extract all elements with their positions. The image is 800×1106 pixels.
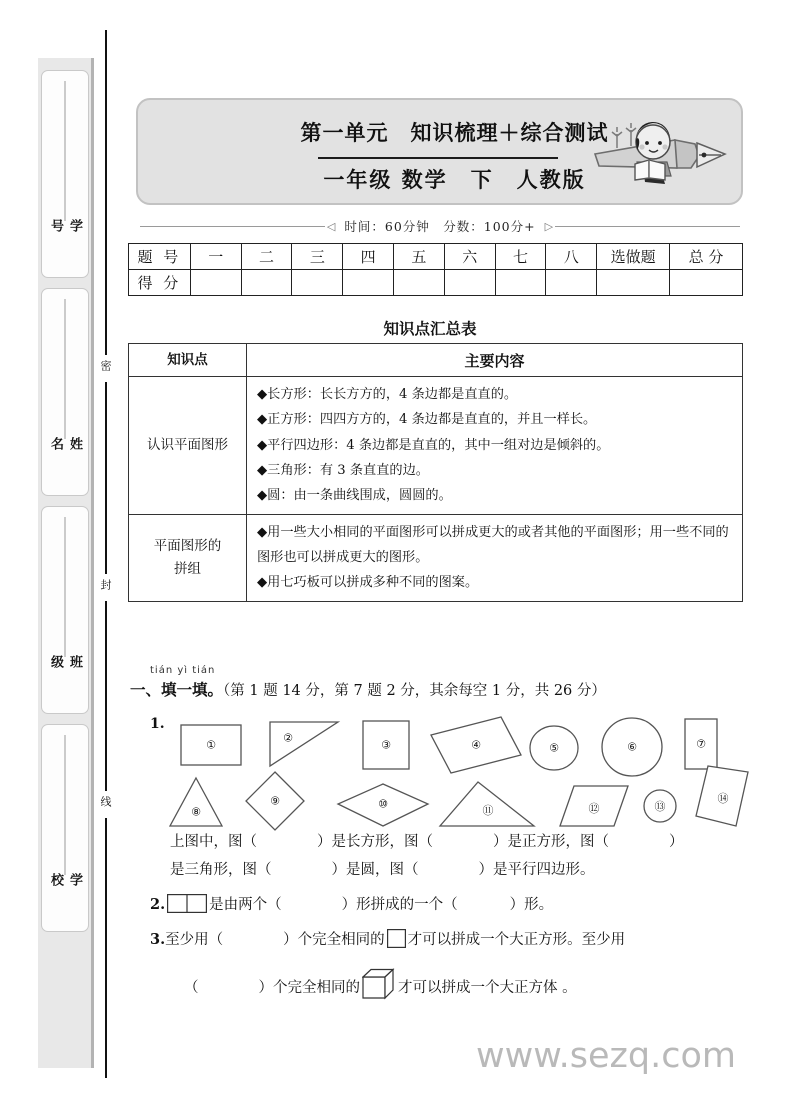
score-col-header-total: 总 分 [670,244,743,270]
q1-text-c: ）是正方形，图（ [493,834,609,850]
title-divider [318,157,558,159]
sidebar-field-label: 学 号 [48,219,82,237]
score-cell[interactable] [546,270,597,296]
score-table [128,243,743,296]
knowledge-row-key-line1: 平面图形的 [153,537,222,554]
shape-label-11: ⑪ [482,804,494,817]
question-2 [150,893,553,917]
exam-meta-line [140,216,740,236]
score-cell[interactable] [495,270,546,296]
header-banner [136,98,743,205]
arrow-left-icon: ◁ [326,220,336,233]
shape-label-9: ⑨ [270,794,280,808]
knowledge-row-key-line2: 拼组 [174,560,201,577]
knowledge-table-title: 知识点汇总表 [383,320,477,338]
score-col-header: 五 [394,244,445,270]
q1-text-e: 是三角形，图（ [170,862,272,878]
score-col-header: 二 [241,244,292,270]
seal-line [99,30,112,1078]
shape-label-14: ⑭ [717,792,729,805]
seal-line-segment [105,818,107,1078]
sidebar-field-label-wrap [42,219,88,271]
question-1-number: 1. [150,716,165,732]
sidebar-field-label-wrap [42,655,88,707]
knowledge-row-key: 认识平面图形 [129,377,247,515]
shape-label-6: ⑥ [627,740,637,754]
score-col-header-optional: 选做题 [597,244,670,270]
q3-text-c: 才可以拼成一个大正方形。至少用 [407,932,626,948]
knowledge-bullet: ◆长方形：长长方方的，4 条边都是直直的。 [257,387,518,402]
square-icon [387,929,406,952]
shape-label-3: ③ [381,738,391,752]
q3-text-a: 至少用（ [165,932,224,948]
q1-text-a: 上图中，图（ [170,834,257,850]
score-row-label: 题 号 [129,244,191,270]
score-cell[interactable] [597,270,670,296]
knowledge-table [128,343,743,602]
shape-8-triangle [168,776,224,828]
score-cell[interactable] [343,270,394,296]
shape-label-1: ① [206,738,216,752]
question-3-line-2 [184,968,577,1004]
score-col-header: 三 [292,244,343,270]
two-cell-rectangle-icon [167,894,207,917]
question-3-line-1 [150,928,625,952]
knowledge-header-content: 主要内容 [247,344,743,377]
score-col-header: 六 [444,244,495,270]
sidebar-field-label: 班 级 [48,655,82,673]
seal-line-segment [105,382,107,574]
knowledge-row-key [129,514,247,601]
write-line [65,517,66,657]
score-col-header: 八 [546,244,597,270]
q2-text-b: ）形拼成的一个（ [341,897,458,913]
knowledge-bullet: ◆圆：由一条曲线围成，圆圆的。 [257,488,452,504]
table-row [129,377,743,515]
table-row [129,514,743,601]
sidebar-field-label-wrap [42,873,88,925]
table-row-scores [129,270,743,296]
score-cell[interactable] [670,270,743,296]
question-1-line-2 [170,858,595,879]
section-pinyin: tián yì tián [150,665,216,676]
shape-label-10: ⑩ [378,797,388,811]
question-2-number: 2. [150,896,166,913]
boy-riding-pen-icon [587,110,729,200]
table-row-question-numbers [129,244,743,270]
write-line [65,81,66,221]
q3-text-e: ）个完全相同的 [258,980,360,996]
q1-text-g: ）是平行四边形。 [478,862,595,878]
score-row-label: 得 分 [129,270,191,296]
score-cell[interactable] [394,270,445,296]
section-note: （第 1 题 14 分，第 7 题 2 分，其余每空 1 分，共 26 分） [223,683,606,699]
shape-label-8: ⑧ [191,805,201,819]
q2-text-c: ）形。 [509,897,554,913]
site-watermark: www.sezq.com [476,1036,737,1076]
table-row-header [129,344,743,377]
knowledge-header-point: 知识点 [129,344,247,377]
sidebar-field-label: 学 校 [48,873,82,891]
write-line [65,735,66,875]
knowledge-row-content [247,377,743,515]
knowledge-bullet: ◆三角形：有 3 条直直的边。 [257,463,429,479]
shape-label-12: ⑫ [588,802,600,815]
knowledge-row-content [247,514,743,601]
knowledge-bullet: ◆正方形：四四方方的，4 条边都是直直的，并且一样长。 [257,412,597,428]
score-col-header: 一 [190,244,241,270]
arrow-right-icon: ▷ [544,220,554,233]
sidebar-field-xuehao[interactable] [41,70,89,278]
score-cell[interactable] [241,270,292,296]
meta-rule-left [140,226,325,227]
sidebar-field-label-wrap [42,437,88,489]
sidebar-field-banji[interactable] [41,506,89,714]
knowledge-bullet: ◆用七巧板可以拼成多种不同的图案。 [257,575,479,591]
q3-text-f: 才可以拼成一个大正方体 。 [398,980,577,996]
section-title: 填一填。 [161,680,224,699]
shape-label-2: ② [283,731,293,745]
seal-mark-xian: 线 [99,796,112,807]
section-index: 一、 [130,680,162,699]
seal-mark-mi: 密 [99,360,112,371]
seal-line-segment [105,30,107,355]
q3-text-d: （ [184,980,199,996]
knowledge-bullet: ◆用一些大小相同的平面图形可以拼成更大的或者其他的平面图形；用一些不同的图形也可以拼成更大的图形。 [257,524,729,566]
q2-text-a: 是由两个（ [209,897,282,913]
seal-line-segment [105,601,107,791]
meta-rule-right [555,226,740,227]
knowledge-bullet: ◆平行四边形：4 条边都是直直的，其中一组对边是倾斜的。 [257,437,610,453]
q1-text-d: ） [669,834,684,850]
score-cell[interactable] [190,270,241,296]
shape-label-4: ④ [471,738,481,752]
section-1-heading [130,678,606,700]
page-title: 第一单元 知识梳理＋综合测试 [300,120,609,145]
score-col-header: 七 [495,244,546,270]
cube-icon [362,968,396,1004]
question-1-line-1 [170,830,684,851]
shape-label-5: ⑤ [549,741,559,755]
exam-meta-text: 时间：60分钟 分数：100分+ [344,219,536,234]
q3-text-b: ）个完全相同的 [283,932,385,948]
score-cell[interactable] [444,270,495,296]
sidebar-field-label: 姓 名 [48,437,82,455]
sidebar-field-xuexiao[interactable] [41,724,89,932]
shape-label-13: ⑬ [654,800,666,813]
question-3-number: 3. [150,931,166,948]
q1-text-f: ）是圆，图（ [331,862,419,878]
score-cell[interactable] [292,270,343,296]
shapes-figure-group [150,712,750,832]
seal-mark-feng: 封 [99,579,112,590]
sidebar-student-info [38,58,94,1068]
shape-2-right-triangle [268,720,340,768]
score-col-header: 四 [343,244,394,270]
q1-text-b: ）是长方形，图（ [317,834,433,850]
shape-label-7: ⑦ [696,737,706,751]
page-subtitle: 一年级 数学 下 人教版 [323,167,586,192]
